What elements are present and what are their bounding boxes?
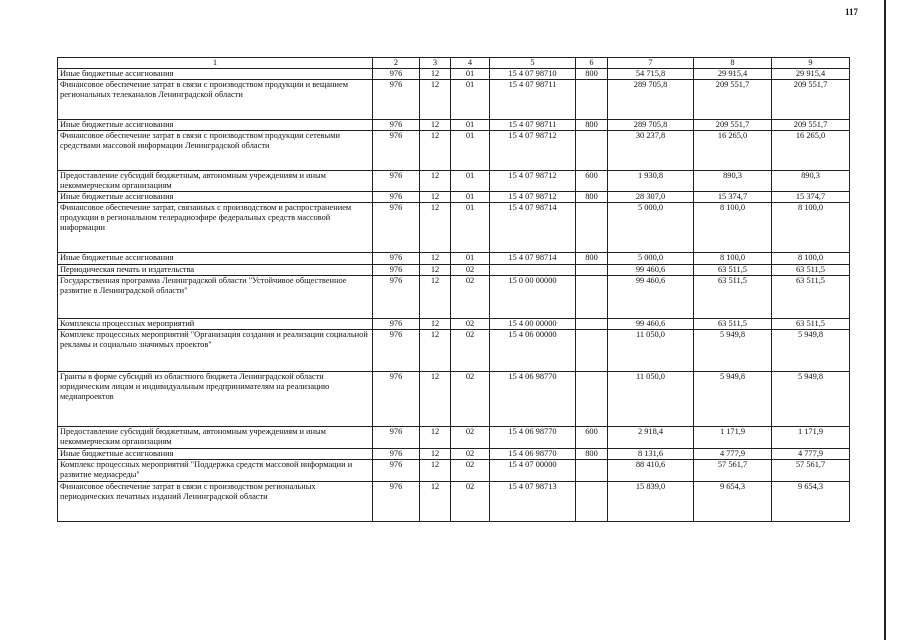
ministry-code: 976 — [373, 330, 420, 372]
subsection-code: 02 — [451, 427, 490, 449]
section-code: 12 — [420, 253, 451, 265]
expense-type-code — [576, 372, 608, 427]
subsection-code: 02 — [451, 449, 490, 460]
amount-col-7: 28 307,0 — [608, 192, 694, 203]
target-article-code: 15 4 07 98711 — [490, 120, 576, 131]
subsection-code: 02 — [451, 265, 490, 276]
table-row — [58, 372, 850, 427]
column-header: 9 — [772, 58, 850, 69]
expense-type-code — [576, 265, 608, 276]
ministry-code: 976 — [373, 192, 420, 203]
table-row — [58, 460, 850, 482]
row-label: Финансовое обеспечение затрат в связи с производством продукции и вещанием региональных телеканалов Ленинградской области — [58, 80, 373, 120]
row-label: Иные бюджетные ассигнования — [58, 120, 373, 131]
column-header: 6 — [576, 58, 608, 69]
section-code: 12 — [420, 131, 451, 171]
expense-type-code: 800 — [576, 253, 608, 265]
row-label: Гранты в форме субсидий из областного бюджета Ленинградской области юридическим лицам и индивидуальным предпринимателям на реализацию медиапроектов — [58, 372, 373, 427]
subsection-code: 01 — [451, 120, 490, 131]
subsection-code: 02 — [451, 319, 490, 330]
row-label: Комплексы процессных мероприятий — [58, 319, 373, 330]
table-row — [58, 120, 850, 131]
amount-col-8: 57 561,7 — [694, 460, 772, 482]
table-row — [58, 131, 850, 171]
target-article-code: 15 4 07 98710 — [490, 69, 576, 80]
amount-col-8: 209 551,7 — [694, 80, 772, 120]
amount-col-8: 5 949,8 — [694, 372, 772, 427]
amount-col-9: 1 171,9 — [772, 427, 850, 449]
subsection-code: 01 — [451, 253, 490, 265]
column-header: 5 — [490, 58, 576, 69]
section-code: 12 — [420, 171, 451, 192]
ministry-code: 976 — [373, 482, 420, 522]
target-article-code: 15 4 07 00000 — [490, 460, 576, 482]
row-label: Иные бюджетные ассигнования — [58, 253, 373, 265]
table-row — [58, 330, 850, 372]
amount-col-7: 2 918,4 — [608, 427, 694, 449]
amount-col-8: 63 511,5 — [694, 265, 772, 276]
subsection-code: 02 — [451, 276, 490, 319]
table-row — [58, 449, 850, 460]
amount-col-7: 1 930,8 — [608, 171, 694, 192]
subsection-code: 02 — [451, 330, 490, 372]
expense-type-code — [576, 276, 608, 319]
target-article-code: 15 4 07 98712 — [490, 171, 576, 192]
section-code: 12 — [420, 449, 451, 460]
expense-type-code: 600 — [576, 171, 608, 192]
table-row — [58, 265, 850, 276]
ministry-code: 976 — [373, 427, 420, 449]
ministry-code: 976 — [373, 265, 420, 276]
amount-col-8: 5 949,8 — [694, 330, 772, 372]
amount-col-7: 8 131,6 — [608, 449, 694, 460]
column-header: 2 — [373, 58, 420, 69]
column-header: 7 — [608, 58, 694, 69]
column-header: 1 — [58, 58, 373, 69]
row-label: Комплекс процессных мероприятий "Поддержка средств массовой информации и развитие медиасреды" — [58, 460, 373, 482]
table-row — [58, 192, 850, 203]
subsection-code: 02 — [451, 372, 490, 427]
amount-col-9: 63 511,5 — [772, 265, 850, 276]
amount-col-7: 30 237,8 — [608, 131, 694, 171]
amount-col-9: 890,3 — [772, 171, 850, 192]
amount-col-7: 11 050,0 — [608, 372, 694, 427]
section-code: 12 — [420, 276, 451, 319]
target-article-code: 15 0 00 00000 — [490, 276, 576, 319]
amount-col-7: 88 410,6 — [608, 460, 694, 482]
target-article-code: 15 4 06 98770 — [490, 449, 576, 460]
row-label: Комплекс процессных мероприятий "Организация создания и реализации социальной рекламы и социально значимых проектов" — [58, 330, 373, 372]
amount-col-8: 4 777,9 — [694, 449, 772, 460]
target-article-code: 15 4 07 98712 — [490, 192, 576, 203]
amount-col-7: 15 839,0 — [608, 482, 694, 522]
expense-type-code — [576, 203, 608, 253]
table-row — [58, 253, 850, 265]
amount-col-9: 16 265,0 — [772, 131, 850, 171]
amount-col-7: 5 000,0 — [608, 203, 694, 253]
expense-type-code: 800 — [576, 449, 608, 460]
row-label: Предоставление субсидий бюджетным, автономным учреждениям и иным некоммерческим организациям — [58, 427, 373, 449]
amount-col-9: 5 949,8 — [772, 330, 850, 372]
ministry-code: 976 — [373, 171, 420, 192]
table-row — [58, 69, 850, 80]
target-article-code: 15 4 06 00000 — [490, 330, 576, 372]
section-code: 12 — [420, 427, 451, 449]
amount-col-8: 209 551,7 — [694, 120, 772, 131]
subsection-code: 01 — [451, 171, 490, 192]
row-label: Финансовое обеспечение затрат в связи с производством региональных периодических печатных изданий Ленинградской области — [58, 482, 373, 522]
row-label: Периодическая печать и издательства — [58, 265, 373, 276]
column-header: 4 — [451, 58, 490, 69]
amount-col-9: 8 100,0 — [772, 203, 850, 253]
amount-col-8: 15 374,7 — [694, 192, 772, 203]
amount-col-7: 99 460,6 — [608, 276, 694, 319]
amount-col-9: 209 551,7 — [772, 120, 850, 131]
amount-col-7: 54 715,8 — [608, 69, 694, 80]
section-code: 12 — [420, 69, 451, 80]
amount-col-9: 9 654,3 — [772, 482, 850, 522]
amount-col-7: 11 050,0 — [608, 330, 694, 372]
section-code: 12 — [420, 80, 451, 120]
amount-col-9: 63 511,5 — [772, 276, 850, 319]
ministry-code: 976 — [373, 69, 420, 80]
table-row — [58, 171, 850, 192]
expense-type-code — [576, 330, 608, 372]
expense-type-code: 800 — [576, 120, 608, 131]
amount-col-9: 5 949,8 — [772, 372, 850, 427]
row-label: Государственная программа Ленинградской области "Устойчивое общественное развитие в Ленинградской области" — [58, 276, 373, 319]
amount-col-8: 890,3 — [694, 171, 772, 192]
ministry-code: 976 — [373, 276, 420, 319]
section-code: 12 — [420, 265, 451, 276]
expense-type-code — [576, 80, 608, 120]
subsection-code: 01 — [451, 80, 490, 120]
ministry-code: 976 — [373, 319, 420, 330]
ministry-code: 976 — [373, 372, 420, 427]
ministry-code: 976 — [373, 253, 420, 265]
table-row — [58, 427, 850, 449]
row-label: Финансовое обеспечение затрат в связи с производством продукции сетевыми средствами массовой информации Ленинградской области — [58, 131, 373, 171]
subsection-code: 02 — [451, 460, 490, 482]
expense-type-code — [576, 460, 608, 482]
row-label: Иные бюджетные ассигнования — [58, 449, 373, 460]
amount-col-7: 5 000,0 — [608, 253, 694, 265]
target-article-code: 15 4 06 98770 — [490, 427, 576, 449]
section-code: 12 — [420, 460, 451, 482]
subsection-code: 01 — [451, 131, 490, 171]
row-label: Иные бюджетные ассигнования — [58, 192, 373, 203]
amount-col-7: 289 705,8 — [608, 120, 694, 131]
expense-type-code — [576, 131, 608, 171]
ministry-code: 976 — [373, 80, 420, 120]
section-code: 12 — [420, 482, 451, 522]
target-article-code: 15 4 06 98770 — [490, 372, 576, 427]
table-row — [58, 80, 850, 120]
amount-col-9: 8 100,0 — [772, 253, 850, 265]
amount-col-8: 1 171,9 — [694, 427, 772, 449]
amount-col-8: 16 265,0 — [694, 131, 772, 171]
amount-col-9: 29 915,4 — [772, 69, 850, 80]
amount-col-8: 9 654,3 — [694, 482, 772, 522]
subsection-code: 01 — [451, 203, 490, 253]
target-article-code: 15 4 07 98713 — [490, 482, 576, 522]
subsection-code: 01 — [451, 69, 490, 80]
expense-type-code — [576, 319, 608, 330]
section-code: 12 — [420, 120, 451, 131]
amount-col-7: 289 705,8 — [608, 80, 694, 120]
column-header: 3 — [420, 58, 451, 69]
ministry-code: 976 — [373, 131, 420, 171]
amount-col-8: 29 915,4 — [694, 69, 772, 80]
expense-type-code: 800 — [576, 69, 608, 80]
amount-col-9: 15 374,7 — [772, 192, 850, 203]
column-header: 8 — [694, 58, 772, 69]
target-article-code: 15 4 07 98714 — [490, 203, 576, 253]
ministry-code: 976 — [373, 120, 420, 131]
section-code: 12 — [420, 330, 451, 372]
amount-col-7: 99 460,6 — [608, 265, 694, 276]
expense-type-code: 800 — [576, 192, 608, 203]
amount-col-8: 8 100,0 — [694, 203, 772, 253]
row-label: Предоставление субсидий бюджетным, автономным учреждениям и иным некоммерческим организациям — [58, 171, 373, 192]
table-row — [58, 276, 850, 319]
target-article-code: 15 4 00 00000 — [490, 319, 576, 330]
amount-col-9: 4 777,9 — [772, 449, 850, 460]
amount-col-9: 63 511,5 — [772, 319, 850, 330]
ministry-code: 976 — [373, 449, 420, 460]
page-number: 117 — [845, 7, 859, 17]
table-row — [58, 319, 850, 330]
table-row — [58, 482, 850, 522]
expense-type-code — [576, 482, 608, 522]
row-label: Иные бюджетные ассигнования — [58, 69, 373, 80]
amount-col-8: 8 100,0 — [694, 253, 772, 265]
table-row — [58, 203, 850, 253]
section-code: 12 — [420, 192, 451, 203]
ministry-code: 976 — [373, 460, 420, 482]
ministry-code: 976 — [373, 203, 420, 253]
row-label: Финансовое обеспечение затрат, связанных с производством и распространением продукции в региональном телерадиоэфире федеральных средств массовой информации — [58, 203, 373, 253]
amount-col-9: 209 551,7 — [772, 80, 850, 120]
amount-col-8: 63 511,5 — [694, 276, 772, 319]
target-article-code: 15 4 07 98711 — [490, 80, 576, 120]
budget-table — [57, 57, 850, 522]
table-header-row — [58, 58, 850, 69]
subsection-code: 01 — [451, 192, 490, 203]
section-code: 12 — [420, 319, 451, 330]
target-article-code: 15 4 07 98712 — [490, 131, 576, 171]
amount-col-7: 99 460,6 — [608, 319, 694, 330]
expense-type-code: 600 — [576, 427, 608, 449]
page-edge-line — [884, 0, 886, 640]
subsection-code: 02 — [451, 482, 490, 522]
target-article-code — [490, 265, 576, 276]
target-article-code: 15 4 07 98714 — [490, 253, 576, 265]
section-code: 12 — [420, 372, 451, 427]
amount-col-8: 63 511,5 — [694, 319, 772, 330]
amount-col-9: 57 561,7 — [772, 460, 850, 482]
section-code: 12 — [420, 203, 451, 253]
